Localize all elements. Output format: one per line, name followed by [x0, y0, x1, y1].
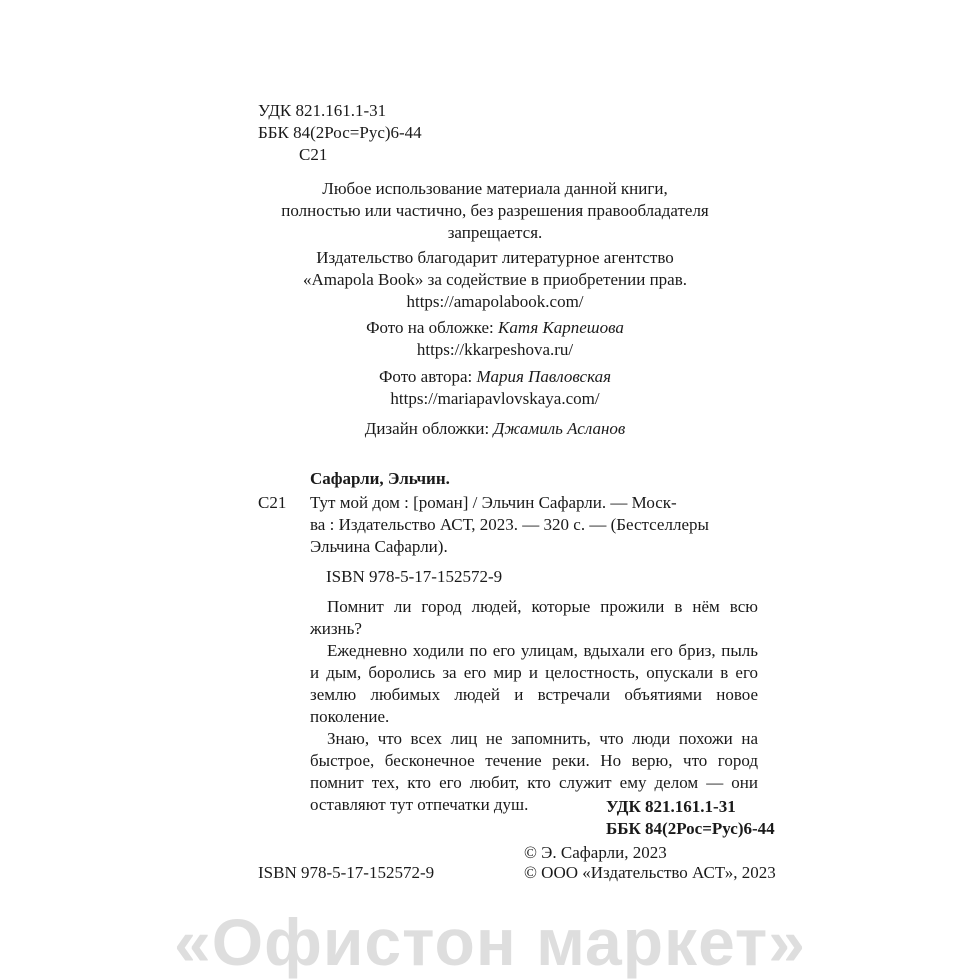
record-description-line: Тут мой дом : [роман] / Эльчин Сафарли. — Моск-	[310, 493, 677, 512]
udk-code: УДК 821.161.1-31	[258, 101, 387, 120]
cover-photo-url: https://kkarpeshova.ru/	[416, 340, 574, 359]
cover-design-label: Дизайн обложки:	[364, 419, 494, 438]
copyright-publisher: © ООО «Издательство АСТ», 2023	[524, 863, 776, 882]
cover-photo-name: Катя Карпешова	[498, 318, 624, 337]
annotation-paragraph: Знаю, что всех лиц не запомнить, что люди похожи на быстрое, бесконечное течение реки. Но верю, что город помнит тех, кто его любит, кто служит ему делом — они оставляют тут отпечатки душ.	[310, 729, 758, 814]
cover-design-credit	[235, 418, 755, 440]
annotation	[310, 596, 758, 816]
copyright-notice	[235, 178, 755, 244]
copyright-notice-line: запрещается.	[447, 223, 543, 242]
cover-photo-label: Фото на обложке:	[366, 318, 499, 337]
record-isbn: ISBN 978-5-17-152572-9	[326, 567, 503, 586]
udk-code-bottom: УДК 821.161.1-31	[606, 797, 736, 816]
agency-url: https://amapolabook.com/	[406, 292, 584, 311]
cover-photo-credit	[235, 317, 755, 361]
record-description-line: ва : Издательство АСТ, 2023. — 320 с. — (Бестселлеры	[310, 515, 709, 534]
copyright-notice-line: полностью или частично, без разрешения правообладателя	[281, 201, 709, 220]
author-photo-label: Фото автора:	[378, 367, 477, 386]
author-photo-url: https://mariapavlovskaya.com/	[390, 389, 600, 408]
copyright-notice-line: Любое использование материала данной книги,	[322, 179, 668, 198]
record-description-line: Эльчина Сафарли).	[310, 537, 448, 556]
store-watermark: «Офистон маркет»	[174, 905, 806, 979]
bbk-code-bottom: ББК 84(2Рос=Рус)6-44	[606, 819, 775, 838]
author-photo-name: Мария Павловская	[476, 367, 612, 386]
agency-line: «Amapola Book» за содействие в приобретении прав.	[302, 270, 687, 289]
footer-isbn: ISBN 978-5-17-152572-9	[258, 863, 435, 882]
record-author-mark: С21	[258, 493, 287, 512]
agency-line: Издательство благодарит литературное агентство	[316, 248, 674, 267]
author-mark: С21	[299, 145, 328, 164]
author-photo-credit	[235, 366, 755, 410]
record-author: Сафарли, Эльчин.	[310, 469, 450, 488]
cover-design-name: Джамиль Асланов	[493, 419, 626, 438]
annotation-paragraph: Помнит ли город людей, которые прожили в нём всю жизнь?	[310, 597, 758, 638]
annotation-paragraph: Ежедневно ходили по его улицам, вдыхали его бриз, пыль и дым, боролись за его мир и целостность, опускали в его землю любимых людей и встречали объятиями новое поколение.	[310, 641, 758, 726]
copyright-author: © Э. Сафарли, 2023	[524, 843, 667, 862]
agency-acknowledgement	[235, 247, 755, 313]
bbk-code: ББК 84(2Рос=Рус)6-44	[258, 123, 422, 142]
